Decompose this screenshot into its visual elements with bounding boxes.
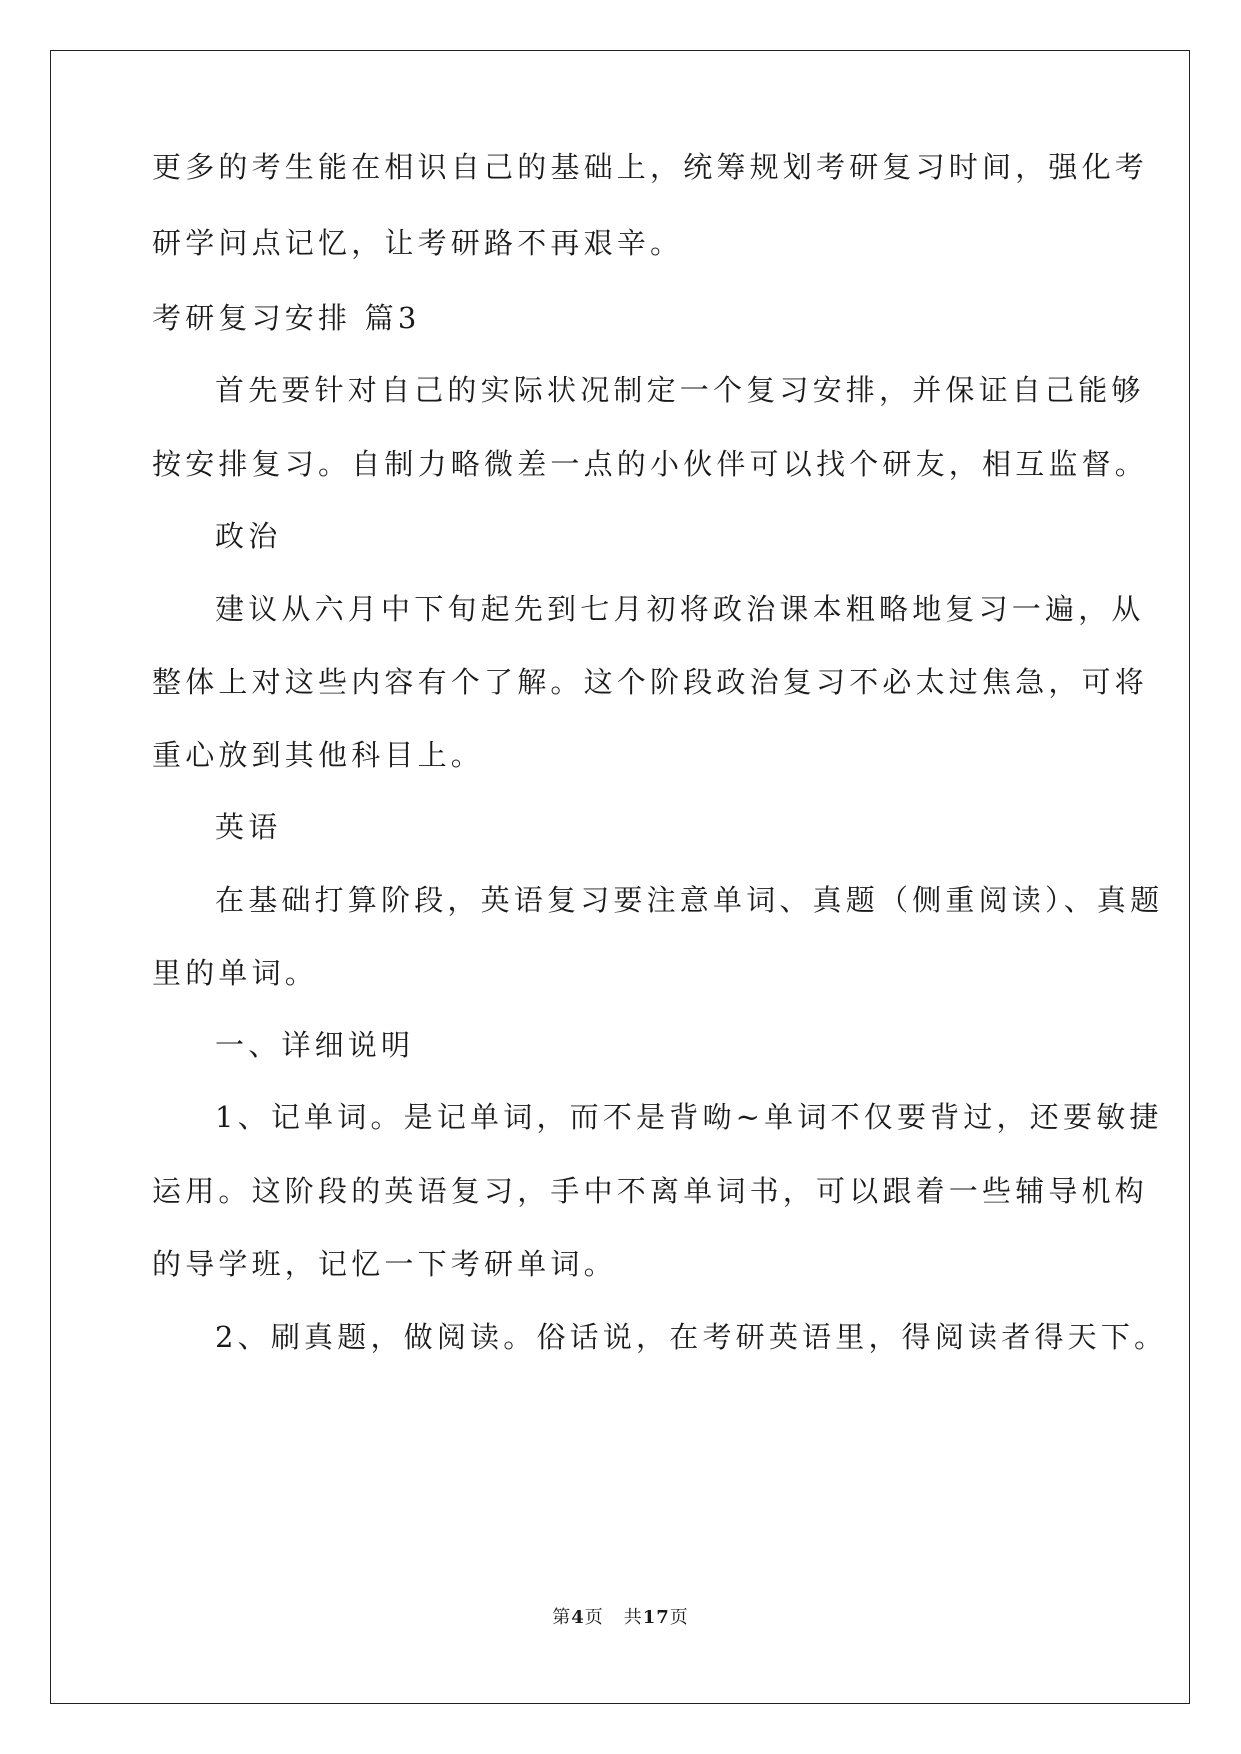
- text-line: 在基础打算阶段，英语复习要注意单词、真题（侧重阅读）、真题: [215, 883, 1164, 917]
- footer-page-suffix: 页: [584, 1607, 604, 1628]
- page-border: [50, 50, 1190, 1704]
- text-line: 运用。这阶段的英语复习，手中不离单词书，可以跟着一些辅导机构: [152, 1174, 1149, 1208]
- page-footer: [0, 1603, 1241, 1629]
- subject-heading-english: 英语: [215, 810, 282, 844]
- text-line: 整体上对这些内容有个了解。这个阶段政治复习不必太过焦急，可将: [152, 665, 1149, 699]
- text-line: 1、记单词。是记单词，而不是背呦~单词不仅要背过，还要敏捷: [215, 1100, 1163, 1134]
- footer-page-number: 4: [571, 1607, 585, 1628]
- section-heading: 考研复习安排 篇3: [152, 301, 421, 335]
- text-line: 2、刷真题，做阅读。俗话说，在考研英语里，得阅读者得天下。: [215, 1320, 1168, 1354]
- footer-total-suffix: 页: [669, 1607, 689, 1628]
- list-heading: 一、详细说明: [215, 1028, 415, 1062]
- text-line: 更多的考生能在相识自己的基础上，统筹规划考研复习时间，强化考: [152, 150, 1149, 184]
- text-line: 建议从六月中下旬起先到七月初将政治课本粗略地复习一遍，从: [215, 592, 1145, 626]
- subject-heading-politics: 政治: [215, 519, 282, 553]
- text-line: 里的单词。: [152, 956, 319, 990]
- footer-page-prefix: 第: [552, 1607, 572, 1628]
- text-line: 按安排复习。自制力略微差一点的小伙伴可以找个研友，相互监督。: [152, 447, 1149, 481]
- text-line: 重心放到其他科目上。: [152, 738, 485, 772]
- text-line: 的导学班，记忆一下考研单词。: [152, 1247, 617, 1281]
- footer-total-prefix: 共: [623, 1607, 643, 1628]
- text-line: 研学问点记忆，让考研路不再艰辛。: [152, 226, 684, 260]
- footer-total-pages: 17: [642, 1607, 670, 1628]
- text-line: 首先要针对自己的实际状况制定一个复习安排，并保证自己能够: [215, 373, 1145, 407]
